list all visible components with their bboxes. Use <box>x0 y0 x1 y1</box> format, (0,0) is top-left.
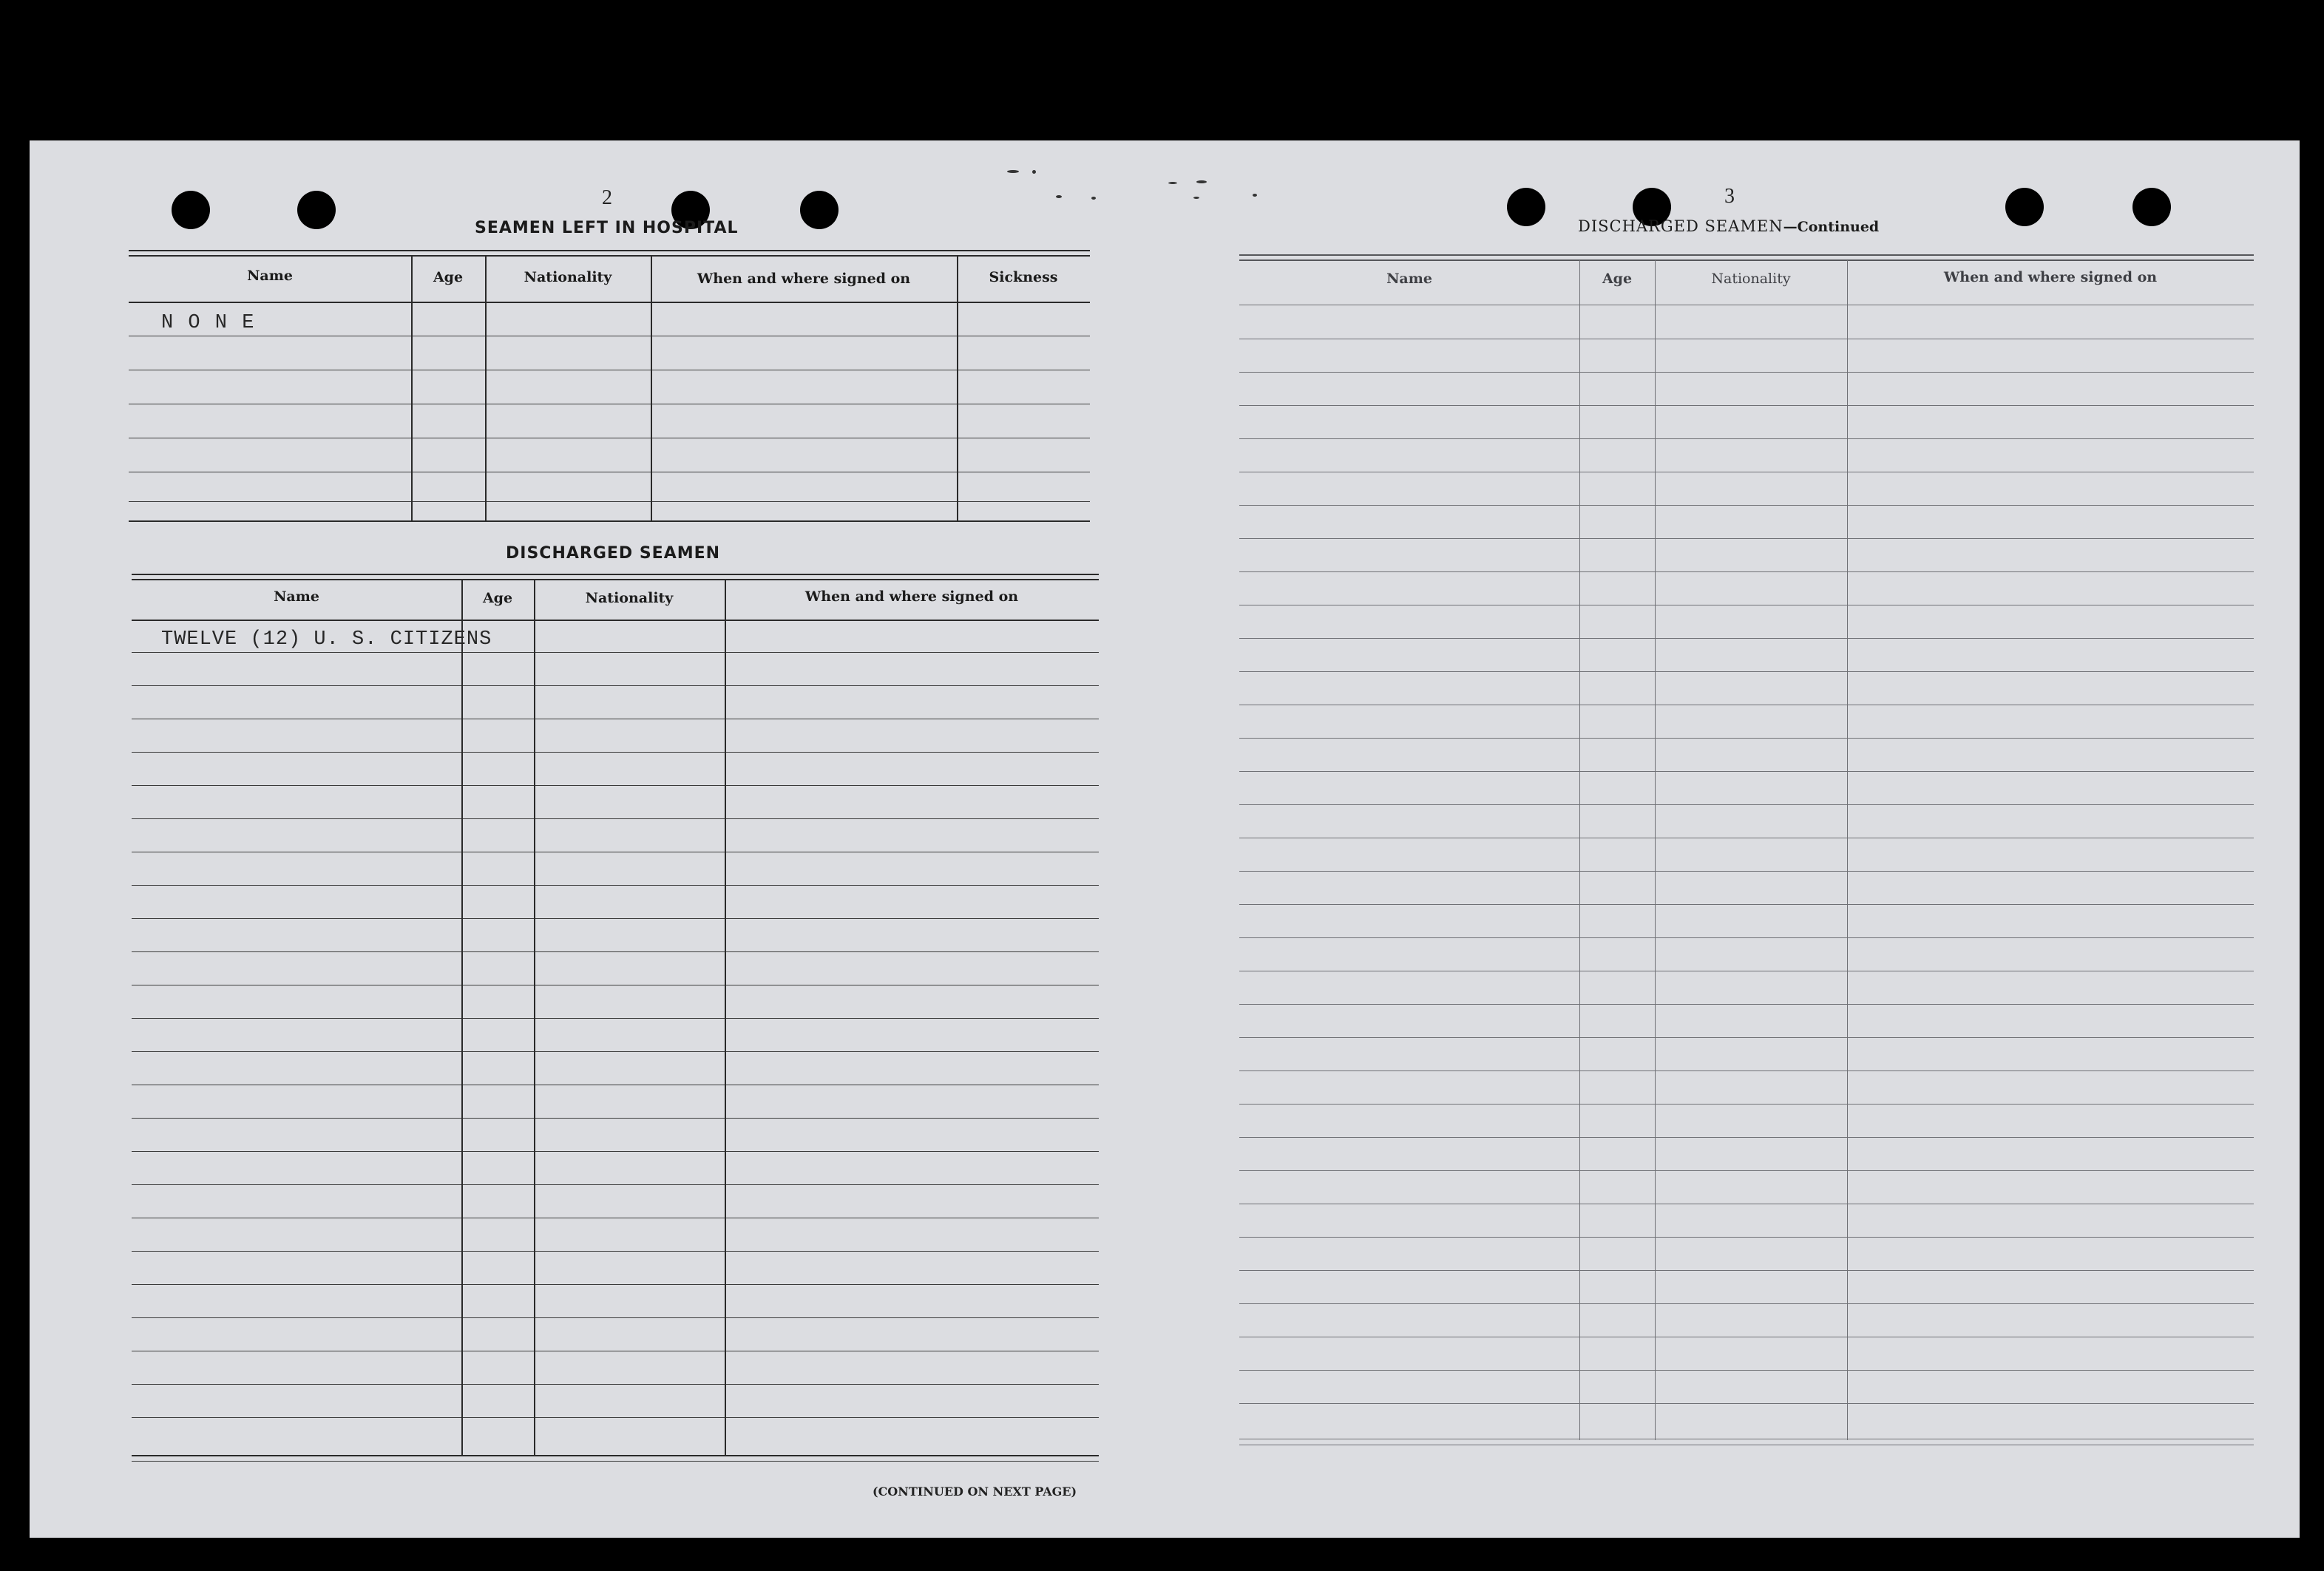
row-rule <box>1239 738 2254 739</box>
discharged-continued-table <box>1239 254 2254 1473</box>
header-rule <box>129 302 1090 303</box>
table-bottom-rule <box>132 1461 1099 1462</box>
row-rule <box>1239 804 2254 805</box>
column-header-age: Age <box>482 590 513 606</box>
row-rule <box>132 885 1099 886</box>
column-header-signed-on: When and where signed on <box>1943 269 2158 285</box>
speck <box>1007 170 1019 173</box>
row-rule <box>132 1251 1099 1252</box>
row-rule <box>132 818 1099 819</box>
continued-footnote: (CONTINUED ON NEXT PAGE) <box>873 1485 1077 1499</box>
row-rule <box>129 501 1090 502</box>
row-rule <box>132 951 1099 952</box>
column-header-name: Name <box>274 588 319 605</box>
discharged-continued-suffix: —Continued <box>1783 219 1880 235</box>
hospital-entry: N O N E <box>161 312 256 334</box>
row-rule <box>132 652 1099 653</box>
table-top-rule <box>1239 254 2254 261</box>
punch-hole <box>2132 188 2171 226</box>
column-divider <box>957 256 958 522</box>
row-rule <box>132 785 1099 786</box>
speck <box>1253 194 1257 197</box>
row-rule <box>132 752 1099 753</box>
row-rule <box>1239 904 2254 905</box>
speck <box>1091 197 1096 200</box>
row-rule <box>1239 1370 2254 1371</box>
row-rule <box>1239 1104 2254 1105</box>
column-header-nationality: Nationality <box>524 269 612 285</box>
column-divider <box>411 256 413 522</box>
row-rule <box>1239 1237 2254 1238</box>
row-rule <box>1239 438 2254 439</box>
row-rule <box>1239 571 2254 572</box>
row-rule <box>132 1118 1099 1119</box>
speck <box>1032 170 1036 174</box>
row-rule <box>1239 1170 2254 1171</box>
row-rule <box>132 1051 1099 1052</box>
column-divider <box>1655 260 1656 1440</box>
column-divider <box>1847 260 1848 1440</box>
row-rule <box>1239 1403 2254 1404</box>
row-rule <box>1239 505 2254 506</box>
discharged-entry: TWELVE (12) U. S. CITIZENS <box>161 628 492 651</box>
page-number-right: 3 <box>1724 185 1735 208</box>
column-divider <box>1579 260 1580 1440</box>
speck <box>1056 195 1062 198</box>
hospital-section-title: SEAMEN LEFT IN HOSPITAL <box>475 219 739 237</box>
discharged-continued-title <box>1578 217 1879 235</box>
speck <box>1196 180 1207 183</box>
row-rule <box>1239 1004 2254 1005</box>
speck <box>1168 182 1177 184</box>
discharged-continued-title-main: DISCHARGED SEAMEN <box>1578 217 1783 235</box>
row-rule <box>132 1384 1099 1385</box>
ledger-paper <box>30 140 2300 1538</box>
column-header-nationality: Nationality <box>1711 271 1791 287</box>
column-divider <box>725 580 726 1456</box>
row-rule <box>1239 871 2254 872</box>
column-divider <box>461 580 463 1456</box>
discharged-table <box>132 574 1099 1485</box>
punch-hole <box>2005 188 2044 226</box>
row-rule <box>132 1184 1099 1185</box>
column-header-nationality: Nationality <box>585 590 674 606</box>
row-rule <box>1239 671 2254 672</box>
table-bottom-rule <box>132 1455 1099 1456</box>
row-rule <box>1239 1303 2254 1304</box>
punch-hole <box>1507 188 1545 226</box>
row-rule <box>1239 937 2254 938</box>
column-divider <box>534 580 535 1456</box>
row-rule <box>132 918 1099 919</box>
row-rule <box>1239 638 2254 639</box>
row-rule <box>1239 372 2254 373</box>
row-rule <box>1239 1070 2254 1071</box>
row-rule <box>132 1417 1099 1418</box>
row-rule <box>132 685 1099 686</box>
header-rule <box>132 620 1099 621</box>
punch-hole <box>172 191 210 229</box>
column-divider <box>651 256 652 522</box>
column-header-signed-on: When and where signed on <box>804 588 1019 605</box>
speck <box>1193 197 1199 199</box>
row-rule <box>132 1151 1099 1152</box>
punch-hole <box>297 191 336 229</box>
row-rule <box>132 1317 1099 1318</box>
discharged-section-title: DISCHARGED SEAMEN <box>506 544 721 563</box>
table-bottom-rule <box>129 520 1090 522</box>
row-rule <box>1239 405 2254 406</box>
column-divider <box>485 256 487 522</box>
table-top-rule <box>129 250 1090 257</box>
row-rule <box>1239 1270 2254 1271</box>
column-header-name: Name <box>247 268 293 284</box>
column-header-age: Age <box>1602 271 1633 287</box>
row-rule <box>1239 771 2254 772</box>
hospital-table <box>129 250 1090 529</box>
row-rule <box>132 1018 1099 1019</box>
table-top-rule <box>132 574 1099 580</box>
row-rule <box>1239 538 2254 539</box>
row-rule <box>132 1284 1099 1285</box>
column-header-age: Age <box>433 269 464 285</box>
page-number-left: 2 <box>602 186 612 209</box>
column-header-signed-on: When and where signed on <box>697 271 911 287</box>
row-rule <box>1239 1137 2254 1138</box>
punch-hole <box>800 191 839 229</box>
column-header-sickness: Sickness <box>989 269 1058 285</box>
column-header-name: Name <box>1386 271 1432 287</box>
row-rule <box>1239 1037 2254 1038</box>
